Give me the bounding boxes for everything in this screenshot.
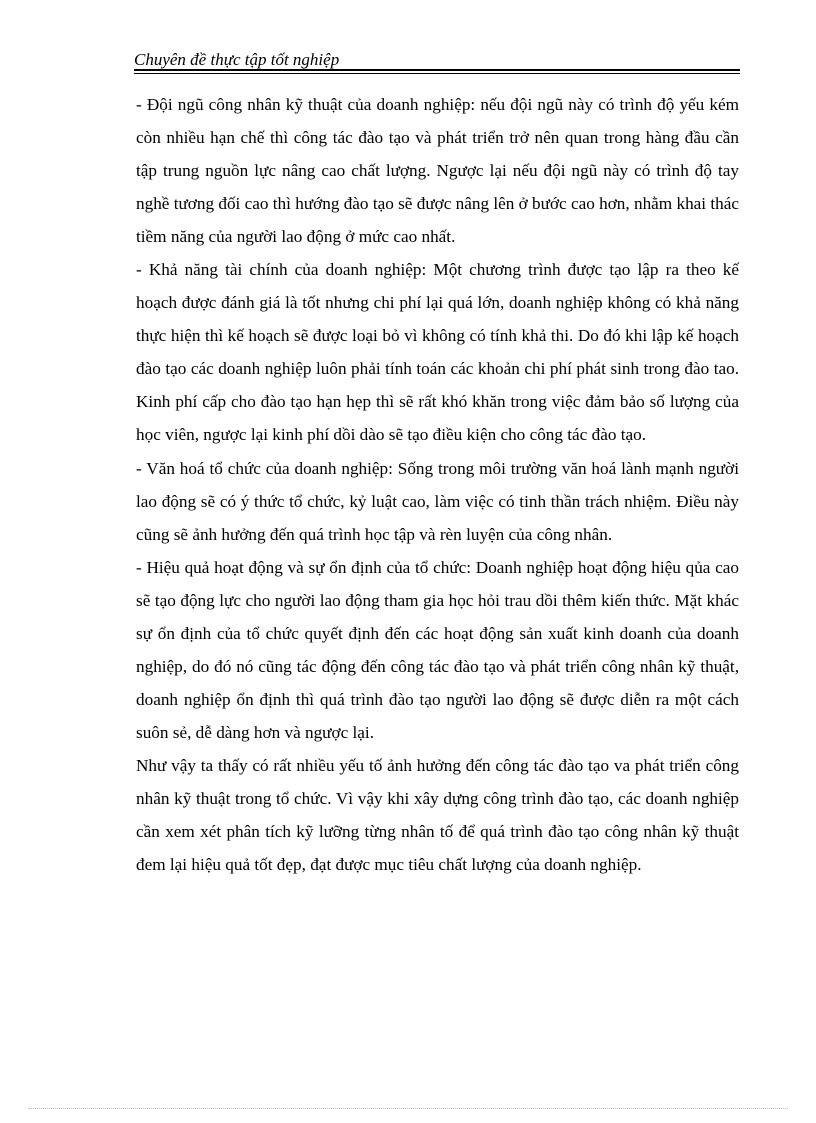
page-header [134, 48, 740, 74]
footer-divider [28, 1108, 788, 1109]
paragraph-culture: - Văn hoá tổ chức của doanh nghiệp: Sống trong môi trường văn hoá lành mạnh người lao động sẽ có ý thức tổ chức, kỷ luật cao, làm việc có tinh thần trách nhiệm. Điều này cũng sẽ ảnh hưởng đến quá trình học tập và rèn luyện của công nhân. [136, 458, 739, 544]
header-divider [134, 69, 740, 74]
document-body [136, 88, 739, 881]
paragraph-workforce: - Đội ngũ công nhân kỹ thuật của doanh nghiệp: nếu đội ngũ này có trình độ yếu kém còn nhiều hạn chế thì công tác đào tạo và phát triển trở nên quan trong hàng đầu cần tập trung nguồn lực nâng cao chất lượng. Ngược lại nếu đội ngũ này có trình độ tay nghề tương đối cao thì hướng đào tạo sẽ được nâng lên ở bước cao hơn, nhằm khai thác tiềm năng của người lao động ở mức cao nhất. [136, 95, 739, 247]
paragraph-efficiency: - Hiệu quả hoạt động và sự ổn định của tổ chức: Doanh nghiệp hoạt động hiệu qủa cao sẽ tạo động lực cho người lao động tham gia học hỏi trau dồi thêm kiến thức. Mặt khác sự ổn định của tổ chức quyết định đến các hoạt động sản xuất kinh doanh của doanh nghiệp, do đó nó cũng tác động đến công tác đào tạo và phát triển công nhân kỹ thuật, doanh nghiệp ổn định thì quá trình đào tạo người lao động sẽ được diễn ra một cách suôn sẻ, dễ dàng hơn và ngược lại. [136, 557, 739, 742]
header-title: Chuyên đề thực tập tốt nghiệp [134, 50, 340, 69]
paragraph-conclusion: Như vậy ta thấy có rất nhiều yếu tố ảnh hưởng đến công tác đào tạo va phát triển công nhân kỹ thuật trong tổ chức. Vì vậy khi xây dựng công trình đào tạo, các doanh nghiệp cần xem xét phân tích kỹ lưỡng từng nhân tố để quá trình đào tạo công nhân kỹ thuật đem lại hiệu quả tốt đẹp, đạt được mục tiêu chất lượng của doanh nghiệp. [136, 755, 739, 875]
paragraph-finance: - Khả năng tài chính của doanh nghiệp: Một chương trình được tạo lập ra theo kế hoạch được đánh giá là tốt nhưng chi phí lại quá lớn, doanh nghiệp không có khả năng thực hiện thì kế hoạch sẽ được loại bỏ vì không có tính khả thi. Do đó khi lập kế hoạch đào tạo các doanh nghiệp luôn phải tính toán các khoản chi phí phát sinh trong đào tao. Kinh phí cấp cho đào tạo hạn hẹp thì sẽ rất khó khăn trong việc đảm bảo số lượng của học viên, ngược lại kinh phí dồi dào sẽ tạo điều kiện cho công tác đào tạo. [136, 260, 739, 445]
